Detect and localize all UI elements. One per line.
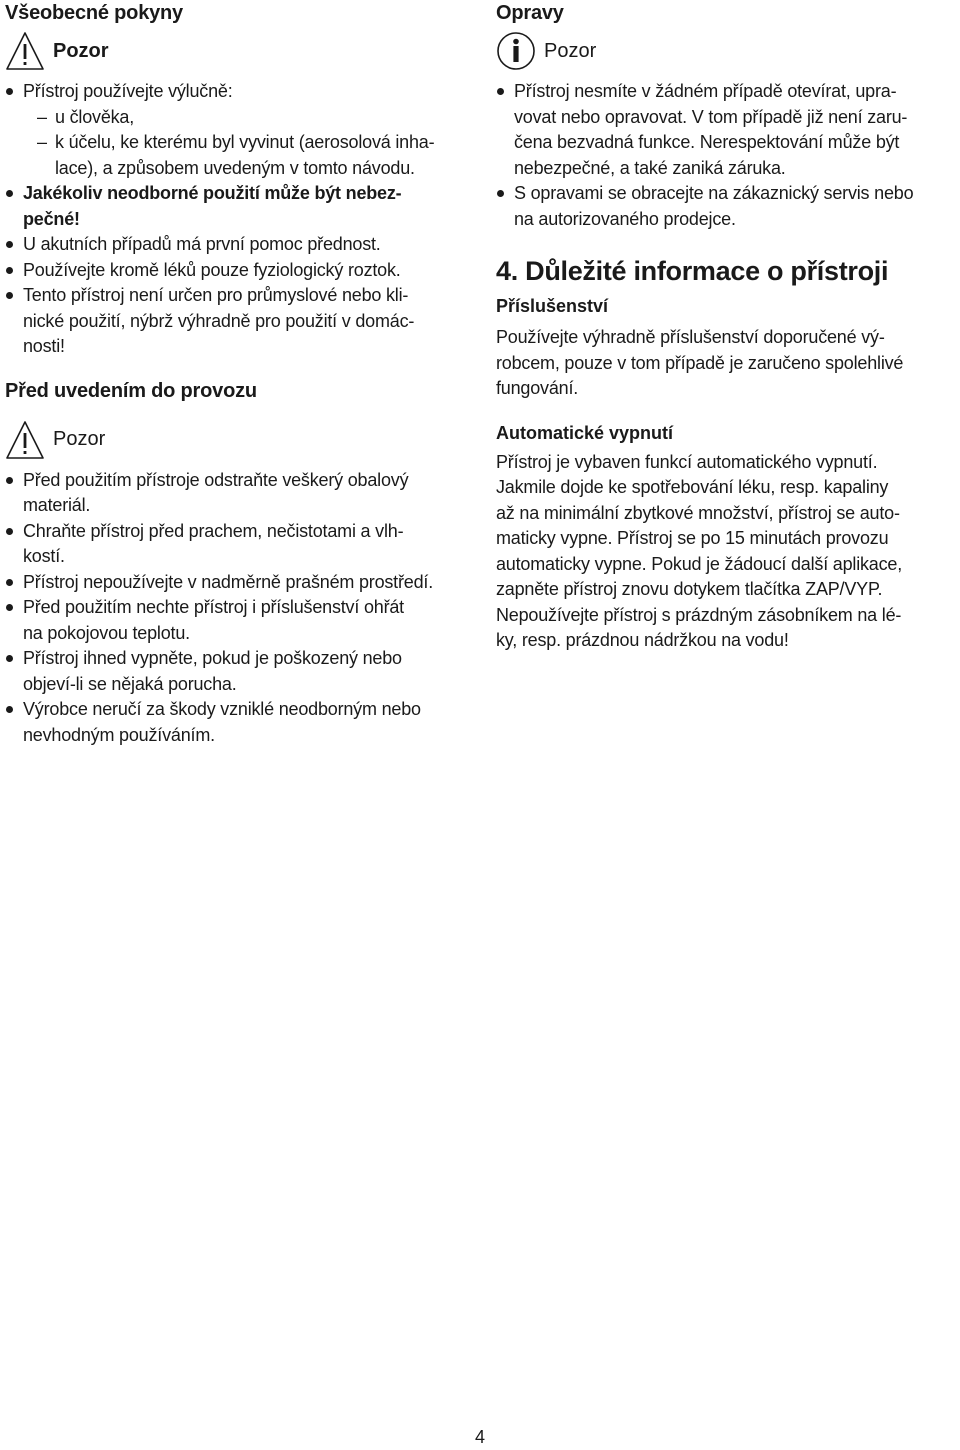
warning-row-general bbox=[5, 29, 473, 73]
list-item: Tento přístroj není určen pro průmyslové nebo kli- nické použití, nýbrž výhradně pro použití v domác- nosti! bbox=[5, 283, 473, 360]
list-item: Přístroj nesmíte v žádném případě otevírat, upra- vovat nebo opravovat. V tom případě již není zaru- čena bezvadná funkce. Nerespektování může být nebezpečné, a také zaniká záruka. bbox=[496, 79, 958, 181]
list-item: Přístroj nepoužívejte v nadměrně prašném prostředí. bbox=[5, 570, 473, 596]
section-title-repairs: Opravy bbox=[496, 2, 564, 24]
repairs-list bbox=[496, 79, 958, 232]
list-item: Používejte kromě léků pouze fyziologický roztok. bbox=[5, 258, 473, 284]
page-number: 4 bbox=[474, 1427, 485, 1447]
general-list bbox=[5, 79, 473, 360]
accessories-paragraph: Používejte výhradně příslušenství doporučené vý- robcem, pouze v tom případě je zaručeno spolehlivé fungování. bbox=[496, 327, 904, 398]
list-item: Přístroj používejte výlučně: – u člověka, – k účelu, ke kterému byl vyvinut (aerosolová inha- lace), a způsobem uvedeným v tomto návodu. bbox=[5, 79, 473, 181]
right-column bbox=[496, 0, 958, 654]
section-title-before-use: Před uvedením do provozu bbox=[5, 379, 257, 402]
list-item: S opravami se obracejte na zákaznický servis nebo na autorizovaného prodejce. bbox=[496, 181, 958, 232]
auto-off-paragraph: Přístroj je vybaven funkcí automatického vypnutí. Jakmile dojde ke spotřebování léku, resp. kapaliny až na minimální zbytkové množství, přístroj se auto- maticky vypne. Přístroj se po 15 minutách provozu automaticky vypne. Pokud je žádoucí další aplikace, zapněte přístroj znovu dotykem tlačítka ZAP/VYP. Nepoužívejte přístroj s prázdným zásobníkem na lé- ky, resp. prázdnou nádržkou na vodu! bbox=[496, 451, 903, 650]
left-column bbox=[5, 0, 473, 748]
notice-row-repairs bbox=[496, 29, 958, 73]
warning-label: Pozor bbox=[53, 39, 109, 62]
list-item: Přístroj ihned vypněte, pokud je poškozený nebo objeví-li se nějaká porucha. bbox=[5, 646, 473, 697]
warning-row-before-use bbox=[5, 418, 473, 462]
subheading-accessories: Příslušenství bbox=[496, 296, 609, 316]
list-item: U akutních případů má první pomoc přednost. bbox=[5, 232, 473, 258]
notice-label: Pozor bbox=[544, 39, 597, 62]
warning-label: Pozor bbox=[53, 428, 106, 450]
list-item: Výrobce neručí za škody vzniklé neodborným nebo nevhodným používáním. bbox=[5, 697, 473, 748]
warning-triangle-icon bbox=[5, 31, 45, 71]
info-circle-icon bbox=[496, 31, 536, 71]
list-item: Jakékoliv neodborné použití může být nebez- pečné! bbox=[5, 181, 473, 232]
list-item: Chraňte přístroj před prachem, nečistotami a vlh- kostí. bbox=[5, 519, 473, 570]
list-item: Před použitím nechte přístroj i příslušenství ohřát na pokojovou teplotu. bbox=[5, 595, 473, 646]
list-item: Před použitím přístroje odstraňte veškerý obalový materiál. bbox=[5, 468, 473, 519]
before-use-list bbox=[5, 468, 473, 749]
warning-triangle-icon bbox=[5, 420, 45, 460]
subheading-auto-off: Automatické vypnutí bbox=[496, 422, 674, 443]
chapter-title: 4. Důležité informace o přístroji bbox=[496, 256, 889, 286]
section-title-general: Všeobecné pokyny bbox=[5, 2, 183, 24]
